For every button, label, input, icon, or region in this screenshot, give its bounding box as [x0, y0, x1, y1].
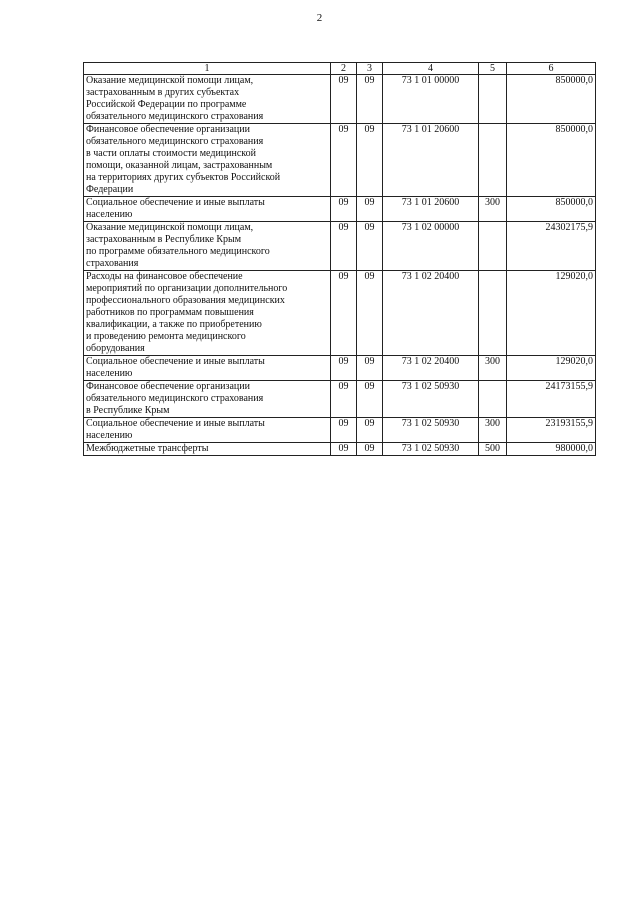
row-name-line: оборудования	[86, 343, 145, 354]
row-target-article-code: 73 1 02 50930	[383, 418, 479, 443]
row-name-line: Межбюджетные трансферты	[86, 443, 209, 454]
row-subsection-code: 09	[357, 418, 383, 443]
row-name-line: Социальное обеспечение и иные выплаты	[86, 356, 265, 367]
table-body	[84, 75, 596, 456]
page-number: 2	[316, 12, 323, 24]
row-target-article-code: 73 1 01 20600	[383, 197, 479, 222]
row-expense-type-code	[479, 381, 507, 418]
table-row	[84, 418, 596, 443]
row-subsection-code: 09	[357, 356, 383, 381]
row-name-line: обязательного медицинского страхования	[86, 111, 264, 122]
row-expense-type-code	[479, 271, 507, 356]
row-subsection-code: 09	[357, 381, 383, 418]
row-section-code: 09	[331, 271, 357, 356]
row-name-line: застрахованным в Республике Крым	[86, 234, 242, 245]
row-subsection-code: 09	[357, 271, 383, 356]
row-name-line: Финансовое обеспечение организации	[86, 124, 250, 135]
header-col-4: 4	[383, 63, 479, 75]
row-expense-type-code: 500	[479, 443, 507, 456]
row-name-line: мероприятий по организации дополнительного	[86, 283, 288, 294]
row-section-code: 09	[331, 381, 357, 418]
row-amount: 850000,0	[507, 75, 596, 124]
row-name	[84, 222, 331, 271]
table-row	[84, 75, 596, 124]
header-col-3: 3	[357, 63, 383, 75]
row-name-line: квалификации, а также по приобретению	[86, 319, 262, 330]
row-name-line: работников по программам повышения	[86, 307, 254, 318]
row-name-line: населению	[86, 209, 133, 220]
row-expense-type-code	[479, 124, 507, 197]
row-name-line: населению	[86, 368, 133, 379]
header-row	[84, 63, 596, 75]
row-expense-type-code	[479, 222, 507, 271]
row-name-line: Финансовое обеспечение организации	[86, 381, 250, 392]
row-subsection-code: 09	[357, 75, 383, 124]
row-name-line: помощи, оказанной лицам, застрахованным	[86, 160, 273, 171]
row-name	[84, 271, 331, 356]
row-amount: 850000,0	[507, 124, 596, 197]
row-name-line: на территориях других субъектов Российской	[86, 172, 281, 183]
row-name-line: Федерации	[86, 184, 134, 195]
row-expense-type-code: 300	[479, 356, 507, 381]
budget-table	[83, 62, 596, 456]
table-row	[84, 271, 596, 356]
row-section-code: 09	[331, 75, 357, 124]
row-target-article-code: 73 1 02 20400	[383, 356, 479, 381]
row-name-line: страхования	[86, 258, 139, 269]
table-row	[84, 197, 596, 222]
row-name-line: в Республике Крым	[86, 405, 170, 416]
row-target-article-code: 73 1 01 20600	[383, 124, 479, 197]
table-row	[84, 356, 596, 381]
row-name-line: Расходы на финансовое обеспечение	[86, 271, 243, 282]
row-target-article-code: 73 1 02 50930	[383, 443, 479, 456]
row-name-line: Социальное обеспечение и иные выплаты	[86, 197, 265, 208]
row-name-line: Оказание медицинской помощи лицам,	[86, 75, 254, 86]
table-row	[84, 381, 596, 418]
row-name-line: обязательного медицинского страхования	[86, 136, 264, 147]
row-amount: 23193155,9	[507, 418, 596, 443]
row-name-line: Социальное обеспечение и иные выплаты	[86, 418, 265, 429]
row-subsection-code: 09	[357, 222, 383, 271]
table-row	[84, 222, 596, 271]
row-subsection-code: 09	[357, 443, 383, 456]
row-name	[84, 356, 331, 381]
row-target-article-code: 73 1 02 50930	[383, 381, 479, 418]
row-amount: 129020,0	[507, 271, 596, 356]
row-name-line: Российской Федерации по программе	[86, 99, 247, 110]
row-target-article-code: 73 1 01 00000	[383, 75, 479, 124]
header-col-5: 5	[479, 63, 507, 75]
row-name-line: в части оплаты стоимости медицинской	[86, 148, 256, 159]
row-amount: 24173155,9	[507, 381, 596, 418]
row-section-code: 09	[331, 124, 357, 197]
header-col-6: 6	[507, 63, 596, 75]
row-name	[84, 197, 331, 222]
row-amount: 850000,0	[507, 197, 596, 222]
row-name-line: профессионального образования медицинских	[86, 295, 285, 306]
row-section-code: 09	[331, 222, 357, 271]
row-expense-type-code: 300	[479, 418, 507, 443]
row-subsection-code: 09	[357, 197, 383, 222]
row-name-line: Оказание медицинской помощи лицам,	[86, 222, 254, 233]
row-section-code: 09	[331, 356, 357, 381]
table-row	[84, 124, 596, 197]
row-name	[84, 381, 331, 418]
row-name-line: и проведению ремонта медицинского	[86, 331, 246, 342]
row-name-line: по программе обязательного медицинского	[86, 246, 270, 257]
header-col-1: 1	[84, 63, 331, 75]
row-section-code: 09	[331, 443, 357, 456]
row-expense-type-code: 300	[479, 197, 507, 222]
row-subsection-code: 09	[357, 124, 383, 197]
row-name	[84, 443, 331, 456]
row-name-line: застрахованным в других субъектах	[86, 87, 240, 98]
row-amount: 980000,0	[507, 443, 596, 456]
row-name	[84, 418, 331, 443]
row-target-article-code: 73 1 02 20400	[383, 271, 479, 356]
row-section-code: 09	[331, 418, 357, 443]
row-amount: 129020,0	[507, 356, 596, 381]
table-row	[84, 443, 596, 456]
row-name	[84, 124, 331, 197]
row-name	[84, 75, 331, 124]
row-section-code: 09	[331, 197, 357, 222]
row-expense-type-code	[479, 75, 507, 124]
row-target-article-code: 73 1 02 00000	[383, 222, 479, 271]
row-name-line: населению	[86, 430, 133, 441]
header-col-2: 2	[331, 63, 357, 75]
row-amount: 24302175,9	[507, 222, 596, 271]
row-name-line: обязательного медицинского страхования	[86, 393, 264, 404]
